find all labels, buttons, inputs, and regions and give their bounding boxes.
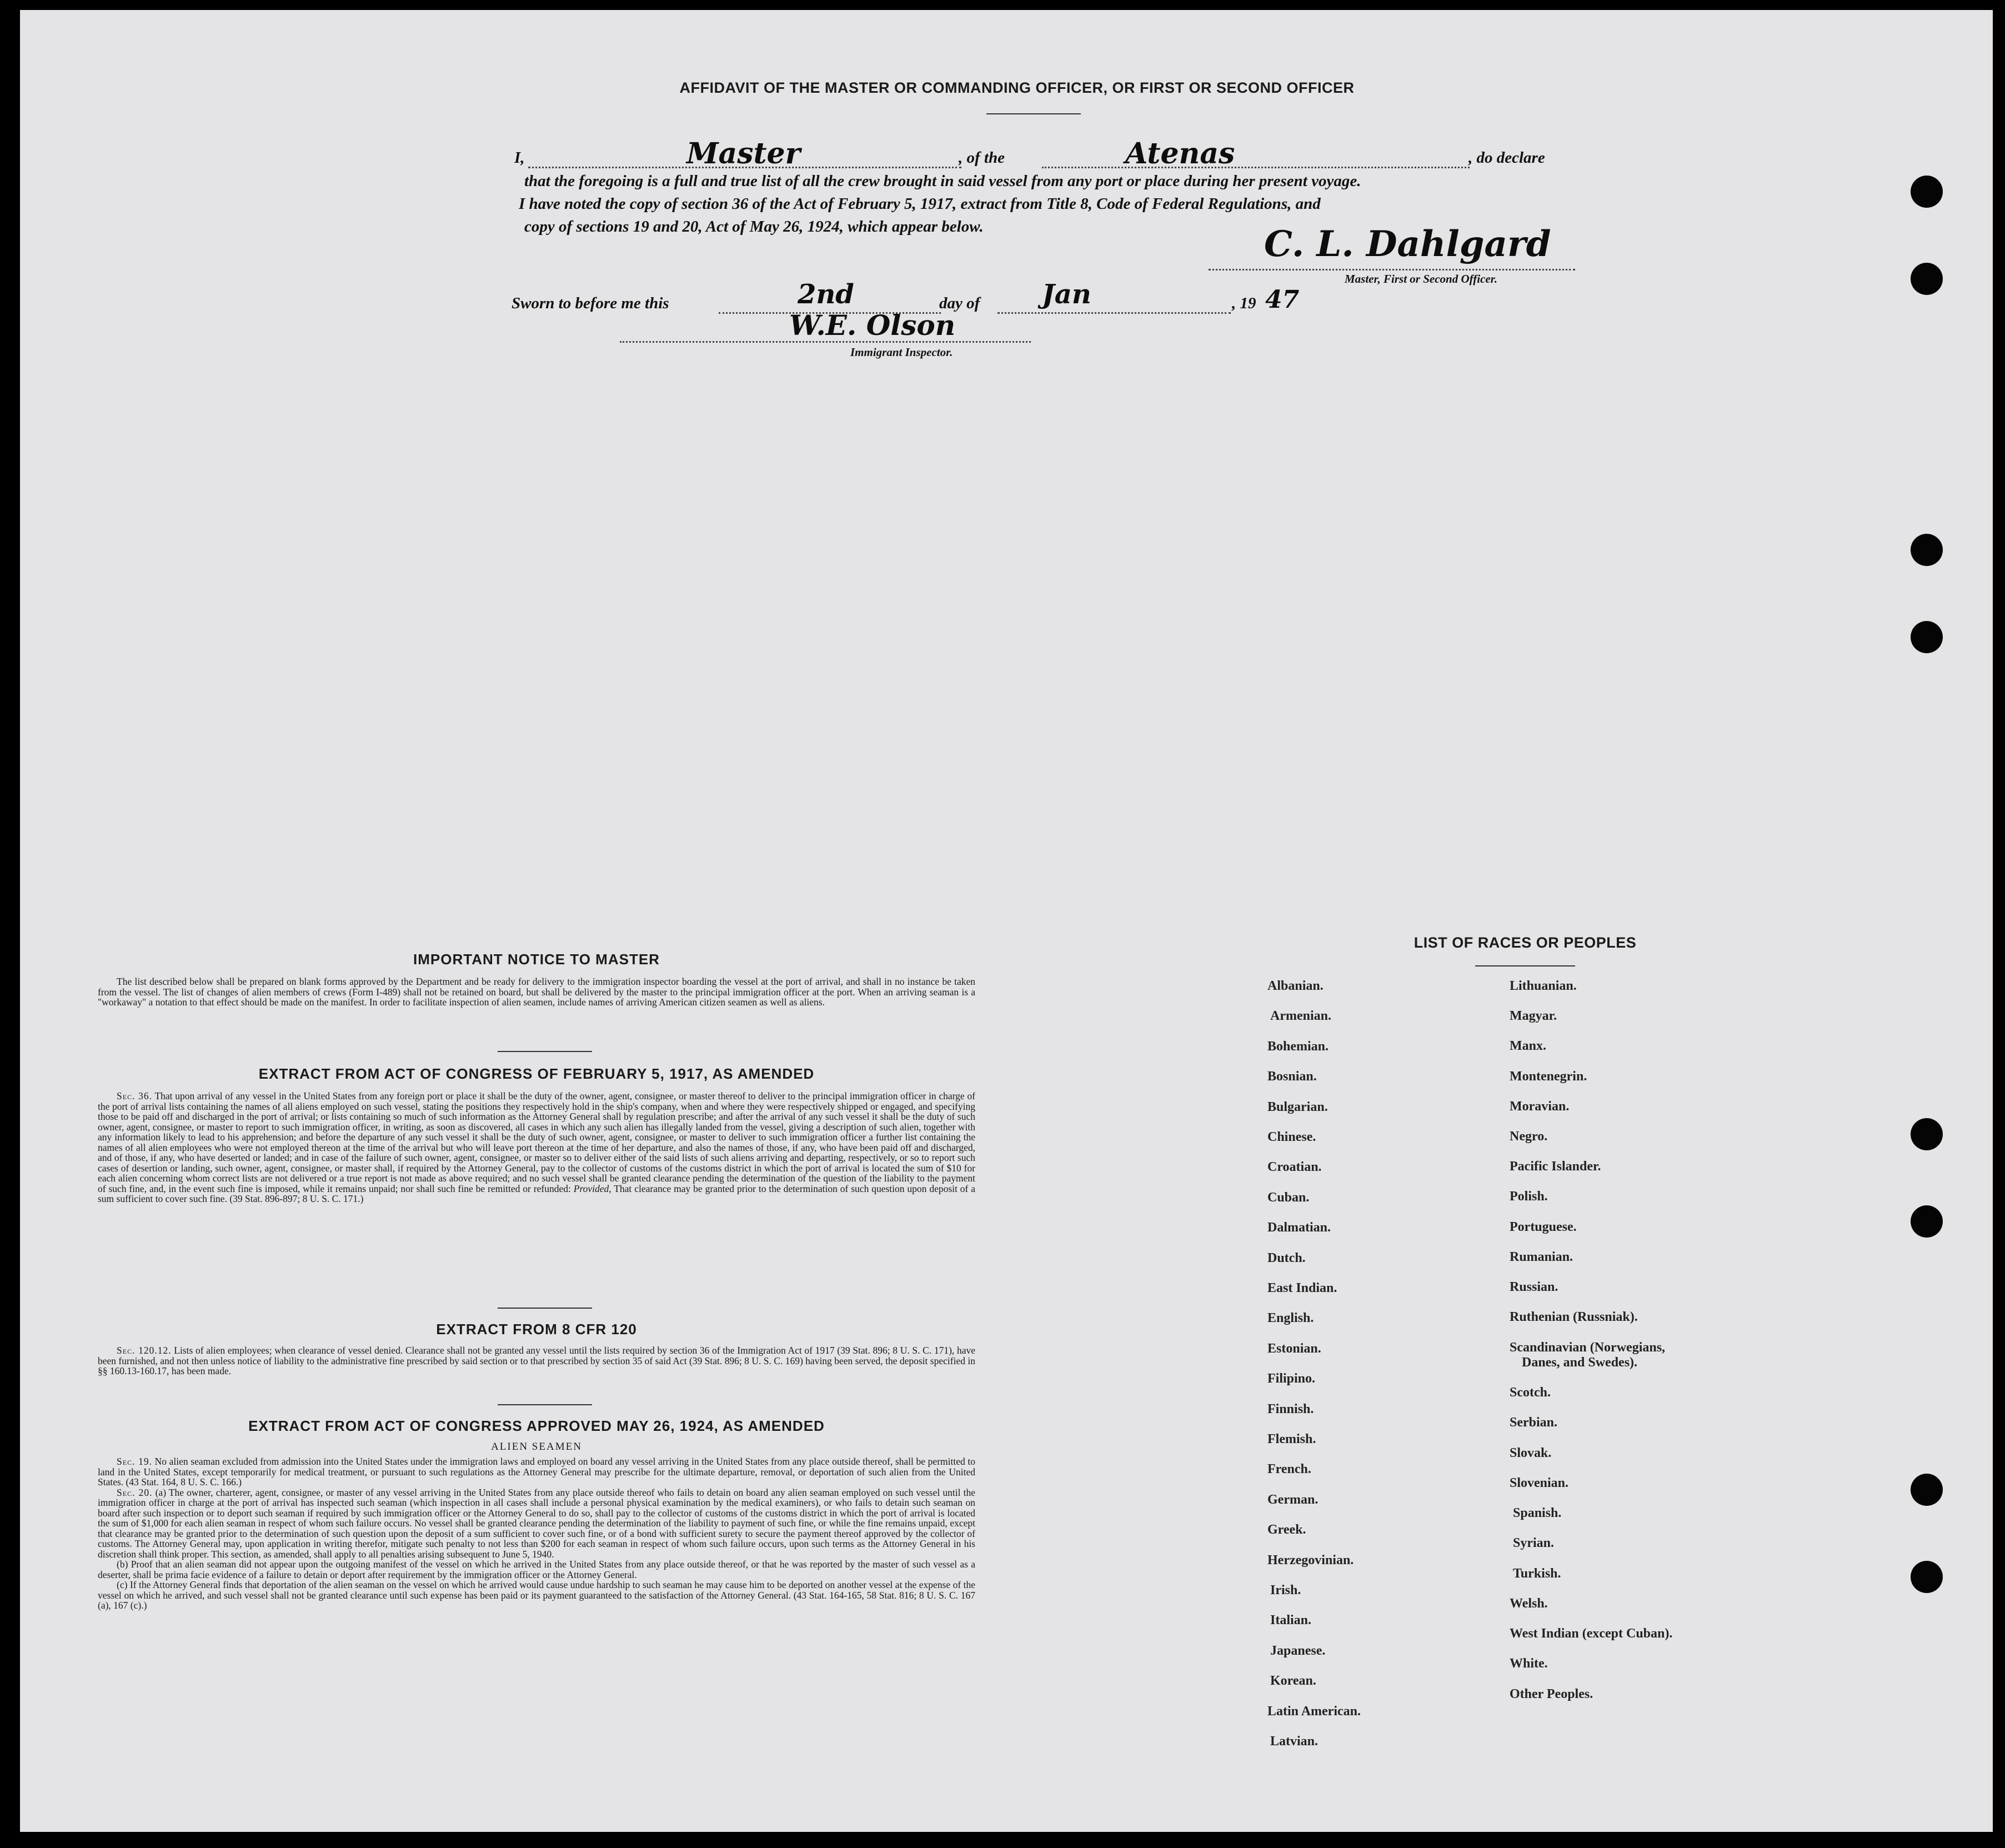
- vessel-name-line: [1042, 167, 1470, 168]
- race-item: Dutch.: [1267, 1250, 1306, 1265]
- race-item: French.: [1267, 1462, 1311, 1477]
- race-item: Lithuanian.: [1510, 979, 1577, 993]
- race-item: Japanese.: [1270, 1643, 1326, 1658]
- race-item: Korean.: [1270, 1674, 1316, 1689]
- master-signature: C. L. Dahlgard: [1264, 223, 1551, 265]
- sworn-day-handwritten: 2nd: [798, 279, 854, 310]
- master-title-handwritten: Master: [686, 137, 801, 171]
- race-item: Bulgarian.: [1267, 1099, 1328, 1114]
- master-signature-caption: Master, First or Second Officer.: [1345, 272, 1497, 286]
- extract-cfr-text: Lists of alien employees; when clearance of vessel denied. Clearance shall not be granted any vessel until the lists required by section 36 of the Immigration Act of 1917 (39 Stat. 896; 8 U. S. C. 171), have been furnished, and not then unless notice of liability to the administrative fine prescribed by said section or to that prescribed by section 35 of said Act (39 Stat. 896; 8 U. S. C. 169) having been served, the deposit specified in §§ 160.13-160.17, has been made.: [98, 1345, 975, 1376]
- sworn-prefix: Sworn to before me this: [512, 294, 669, 312]
- race-item: Latin American.: [1267, 1704, 1361, 1719]
- title-rule: [986, 113, 1081, 114]
- race-item: German.: [1267, 1492, 1319, 1507]
- race-item: Welsh.: [1510, 1596, 1548, 1611]
- race-item: Moravian.: [1510, 1099, 1570, 1114]
- race-item: Greek.: [1267, 1523, 1306, 1538]
- race-item: Pacific Islander.: [1510, 1159, 1601, 1174]
- race-item: Negro.: [1510, 1129, 1548, 1144]
- race-item: Albanian.: [1267, 979, 1324, 993]
- inspector-caption: Immigrant Inspector.: [850, 345, 953, 359]
- race-item: Flemish.: [1267, 1432, 1316, 1446]
- affidavit-of-the: , of the: [959, 149, 1005, 167]
- extract-cfr-title: EXTRACT FROM 8 CFR 120: [436, 1321, 637, 1338]
- race-item: Slovenian.: [1510, 1476, 1569, 1490]
- affidavit-declare: , do declare: [1468, 149, 1545, 167]
- extract-1924-sec20: Sec. 20.: [117, 1486, 153, 1498]
- race-item: Chinese.: [1267, 1130, 1316, 1144]
- race-item: Slovak.: [1510, 1446, 1552, 1460]
- sworn-month-handwritten: Jan: [1042, 279, 1091, 310]
- notice-paragraph: The list described below shall be prepared on blank forms approved by the Department and be ready for delivery to the immigration inspector boarding the vessel at the port of arrival, and shall in no instance be taken from the vessel. The list of changes of alien members of crews (Form I-489) shall not be retained on board, but shall be delivered by the master to the principal immigration officer at the port. When an arriving seaman is a "workaway" a notation to that effect should be made on the manifest. In order to facilitate inspection of alien seamen, include names of arriving American citizen seamen as well as aliens.: [98, 976, 975, 1008]
- race-item: Dalmatian.: [1267, 1220, 1331, 1235]
- race-item: Syrian.: [1513, 1536, 1555, 1550]
- extract-1917-title: EXTRACT FROM ACT OF CONGRESS OF FEBRUARY 5, 1917, AS AMENDED: [258, 1065, 815, 1082]
- extract-cfr-body: [98, 1345, 975, 1376]
- race-item: Magyar.: [1510, 1009, 1557, 1023]
- race-item: Filipino.: [1267, 1371, 1316, 1386]
- race-item: Irish.: [1270, 1583, 1301, 1597]
- extract-1917-text-end: That clearance may be granted prior to the determination of such question upon deposit of a sum sufficient to cover such fine. (39 Stat. 896-897; 8 U. S. C. 171.): [98, 1183, 976, 1204]
- sworn-day-of: day of: [939, 294, 980, 312]
- sworn-month-line: [998, 312, 1231, 314]
- punch-hole: [1911, 1474, 1943, 1506]
- race-item: Montenegrin.: [1510, 1069, 1587, 1084]
- race-item: Italian.: [1270, 1613, 1312, 1628]
- extract-cfr-sec: Sec. 120.12.: [117, 1345, 172, 1356]
- race-item: Other Peoples.: [1510, 1687, 1593, 1701]
- punch-hole: [1911, 176, 1943, 208]
- extract-1924-sec20b-text: (b) Proof that an alien seaman did not appear upon the outgoing manifest of the vessel on which he arrived in the United States from any place outside thereof, or that he was reported by the master of such vessel as a deserter, shall be prima facie evidence of a failure to detain or deport after requirement by the immigration officer or the Attorney General.: [98, 1559, 975, 1580]
- race-item: East Indian.: [1267, 1281, 1337, 1295]
- race-item: Ruthenian (Russniak).: [1510, 1310, 1638, 1324]
- notice-title: IMPORTANT NOTICE TO MASTER: [413, 951, 660, 968]
- race-item: Scandinavian (Norwegians,: [1510, 1340, 1666, 1355]
- race-item: Finnish.: [1267, 1401, 1314, 1416]
- race-item: Danes, and Swedes).: [1522, 1355, 1638, 1370]
- race-item: Estonian.: [1267, 1341, 1321, 1356]
- race-item: Herzegovinian.: [1267, 1552, 1354, 1567]
- race-item: Bohemian.: [1267, 1039, 1329, 1054]
- extract-1917-proviso: Provided,: [573, 1183, 611, 1194]
- extract-1924-sec19-text: No alien seaman excluded from admission into the United States under the immigration laws and employed on board any vessel arriving in the United States from any place outside thereof, shall be permitted to land in the United States, except temporarily for medical treatment, or pursuant to such regulations as the Attorney General may prescribe for the ultimate departure, removal, or deportation of such alien from the United States. (43 Stat. 164, 8 U. S. C. 166.): [98, 1456, 975, 1488]
- affidavit-line-3: I have noted the copy of section 36 of the Act of February 5, 1917, extract from Title 8, Code of Federal Regulations, and: [519, 195, 1321, 213]
- race-item: Cuban.: [1267, 1190, 1310, 1205]
- race-item: Latvian.: [1270, 1734, 1319, 1749]
- extract-1917-body: [98, 1091, 975, 1204]
- race-item: English.: [1267, 1311, 1314, 1326]
- race-item: Rumanian.: [1510, 1250, 1573, 1264]
- race-item: Turkish.: [1513, 1566, 1561, 1581]
- extract-1924-body: [98, 1456, 975, 1611]
- extract-1924-title: EXTRACT FROM ACT OF CONGRESS APPROVED MAY 26, 1924, AS AMENDED: [248, 1418, 825, 1434]
- race-item: Portuguese.: [1510, 1220, 1577, 1234]
- extract-1917-text: That upon arrival of any vessel in the United States from any foreign port or place it shall be the duty of the owner, agent, consignee, or master thereof to deliver to the principal immigration officer in charge of the port of arrival lists containing the names of all aliens employed on such vessel, stating the positions they respectively hold in the ship's company, when and where they were respectively shipped or engaged, and specifying those to be paid off and discharged in the port of arrival; or lists containing so much of such information as the Attorney General shall by regulation prescribe; and after the arrival of any such vessel it shall be the duty of such owner, agent, consignee, or master to report to such immigration officer, in writing, as soon as discovered, all cases in which any such alien has illegally landed from the vessel, giving a description of such alien, together with any information likely to lead to his apprehension; and before the departure of any such vessel it shall be the duty of such owner, agent, consignee, or master to deliver to such immigration officer a further list containing the names of all alien employees who were not employed thereon at the time of the arrival but who will leave port thereon at the time of her departure, and also the names of those, if any, who have been paid off and discharged, and of those, if any, who have deserted or landed; and in case of the failure of such owner, agent, consignee, or master so to deliver either of the said lists of such aliens arriving and departing, respectively, or so to report such cases of desertion or landing, such owner, agent, consignee, or master shall, if required by the Attorney General, pay to the collector of customs of the customs district in which the port of arrival is located the sum of $10 for each alien concerning whom correct lists are not delivered or a true report is not made as above required; and no such vessel shall be granted clearance pending the determination of the question of the liability to the payment of such fine, and, in the event such fine is imposed, while it remains unpaid; nor shall such fine be remitted or refunded:: [98, 1090, 975, 1194]
- affidavit-line-2: that the foregoing is a full and true list of all the crew brought in said vessel from any port or place during her present voyage.: [524, 172, 1361, 190]
- extract-1917-sec: Sec. 36.: [117, 1090, 153, 1101]
- affidavit-line-4: copy of sections 19 and 20, Act of May 26, 1924, which appear below.: [524, 218, 984, 236]
- affidavit-i: I,: [514, 149, 525, 167]
- section-rule: [498, 1051, 592, 1052]
- race-item: West Indian (except Cuban).: [1510, 1626, 1673, 1641]
- punch-hole: [1911, 534, 1943, 566]
- race-item: Armenian.: [1270, 1009, 1331, 1024]
- notice-body: [98, 976, 975, 1008]
- extract-1924-subtitle: ALIEN SEAMEN: [491, 1441, 582, 1453]
- extract-1924-sec19: Sec. 19.: [117, 1456, 152, 1467]
- sworn-year-handwritten: 47: [1265, 286, 1300, 314]
- race-item: Spanish.: [1513, 1506, 1562, 1520]
- punch-hole: [1911, 621, 1943, 653]
- races-title: LIST OF RACES OR PEOPLES: [1413, 934, 1637, 951]
- race-item: Scotch.: [1510, 1385, 1551, 1400]
- punch-hole: [1911, 1205, 1943, 1238]
- vessel-name-handwritten: Atenas: [1125, 137, 1235, 171]
- race-item: White.: [1510, 1656, 1548, 1671]
- race-item: Croatian.: [1267, 1160, 1322, 1175]
- punch-hole: [1911, 263, 1943, 295]
- race-item: Bosnian.: [1267, 1069, 1317, 1084]
- race-item: Russian.: [1510, 1280, 1558, 1294]
- race-item: Polish.: [1510, 1189, 1548, 1204]
- inspector-signature: W.E. Olson: [789, 309, 956, 342]
- document-page: [20, 10, 1993, 1832]
- section-rule: [498, 1308, 592, 1309]
- affidavit-title: AFFIDAVIT OF THE MASTER OR COMMANDING OFFICER, OR FIRST OR SECOND OFFICER: [679, 79, 1355, 96]
- punch-hole: [1911, 1561, 1943, 1593]
- race-item: Manx.: [1510, 1039, 1546, 1053]
- extract-1924-sec20a-text: (a) The owner, charterer, agent, consignee, or master of any vessel arriving in the United States from any place outside thereof who fails to detain on board any alien seaman employed on such vessel until the immigration officer in charge at the port of arrival has inspected such seaman (which inspection in all cases shall include a personal physical examination by the medical examiners), or who fails to detain such seaman on board after such inspection or to deport such seaman if required by such immigration officer or the Attorney General to do so, shall pay to the collector of customs of the customs district in which the port of arrival is located the sum of $1,000 for each alien seaman in respect of whom such failure occurs. No vessel shall be granted clearance pending the determination of the liability to payment of such fine, or while the fine remains unpaid, except that clearance may be granted prior to the determination of such question upon the deposit of a sum sufficient to cover such fine, or of a bond with sufficient surety to secure the payment thereof approved by the collector of customs. The Attorney General may, upon application in writing therefor, mitigate such penalty to not less than $200 for each seaman in respect of whom such failure occurs, upon such terms as the Attorney General in his discretion shall think proper. This section, as amended, shall apply to all penalties arising subsequent to June 5, 1940.: [98, 1486, 975, 1560]
- punch-hole: [1911, 1118, 1943, 1150]
- races-rule: [1475, 965, 1575, 966]
- race-item: Serbian.: [1510, 1415, 1558, 1430]
- sworn-year-prefix: , 19: [1232, 294, 1256, 312]
- extract-1924-sec20c-text: (c) If the Attorney General finds that deportation of the alien seaman on the vessel on which he arrived would cause undue hardship to such seaman he may cause him to be deported on another vessel at the expense of the vessel on which he arrived, and such vessel shall not be granted clearance until such expense has been paid or its payment guaranteed to the satisfaction of the Attorney General. (43 Stat. 164-165, 58 Stat. 816; 8 U. S. C. 167 (a), 167 (c).): [98, 1579, 975, 1611]
- section-rule: [498, 1404, 592, 1405]
- master-signature-line: [1209, 269, 1575, 271]
